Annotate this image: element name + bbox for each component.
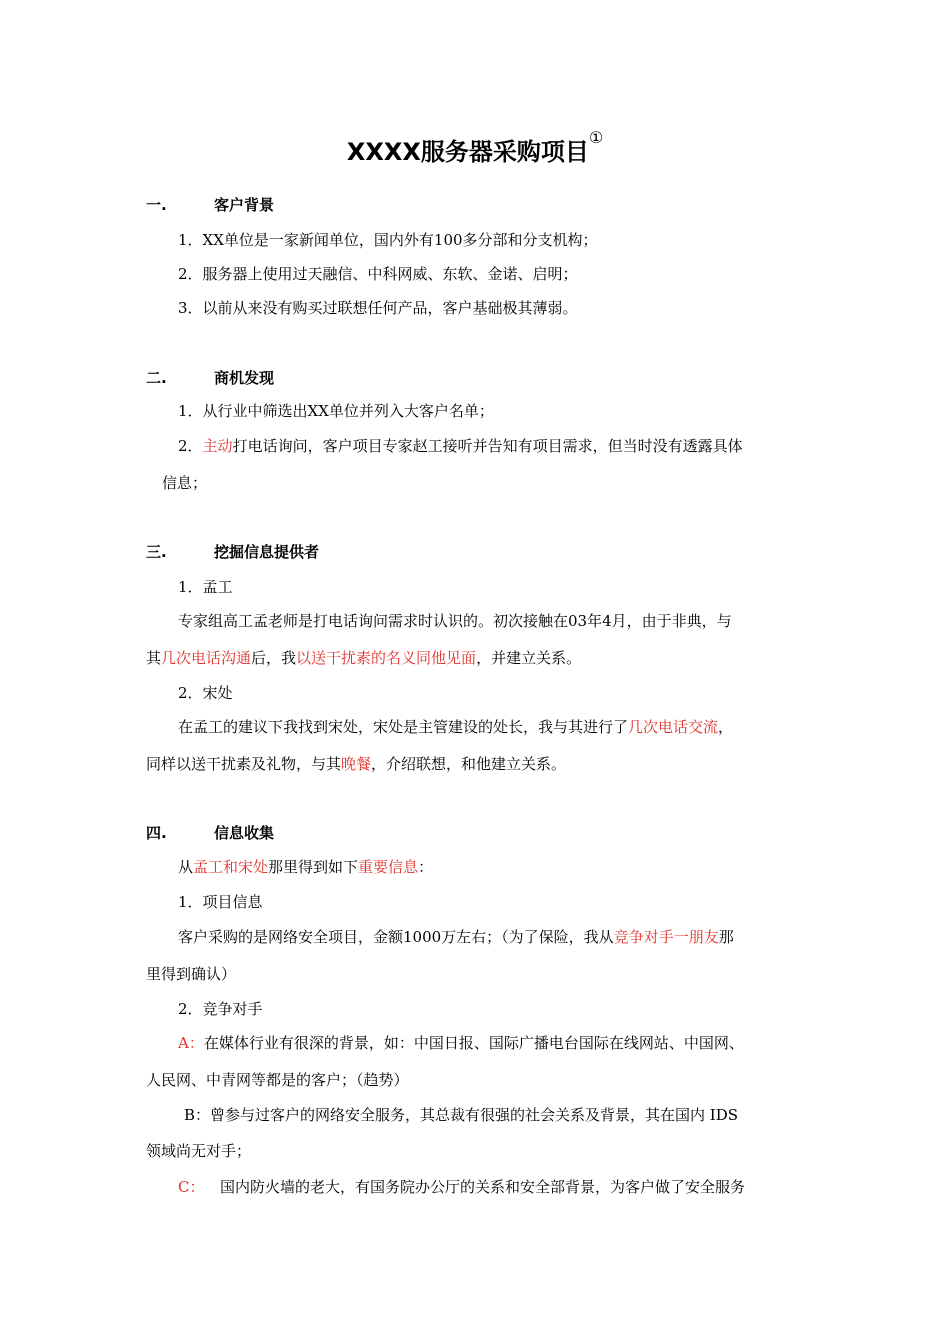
person-1-paragraph-line-1: 专家组高工孟老师是打电话询问需求时认识的。初次接触在03年4月，由于非典，与 bbox=[178, 612, 732, 630]
footnote-mark: ① bbox=[588, 128, 604, 147]
section-3-title: 挖掘信息提供者 bbox=[214, 543, 320, 561]
section-3-number: 三. bbox=[146, 543, 167, 561]
section-2-item-2-continued: 信息； bbox=[162, 474, 208, 492]
highlight-text: 主动 bbox=[202, 437, 233, 455]
competitor-a-label: A： bbox=[178, 1034, 204, 1052]
section-4-number: 四. bbox=[146, 824, 167, 842]
competitor-a-line-1 bbox=[178, 1033, 744, 1053]
section-2-title: 商机发现 bbox=[214, 369, 275, 387]
section-1-item-2: 2．服务器上使用过天融信、中科网威、东软、金诺、启明； bbox=[178, 265, 578, 283]
competitor-b-line-2: 领域尚无对手； bbox=[146, 1142, 252, 1160]
section-3-heading bbox=[146, 542, 319, 562]
text: 国内防火墙的老大，有国务院办公厅的关系和安全部背景，为客户做了安全服务 bbox=[220, 1178, 746, 1196]
text: ，并建立关系。 bbox=[476, 649, 582, 667]
highlight-text: 几次电话交流 bbox=[628, 718, 719, 736]
section-2-item-2 bbox=[178, 436, 743, 456]
section-2-item-1: 1．从行业中筛选出XX单位并列入大客户名单； bbox=[178, 402, 494, 420]
highlight-text: 孟工和宋处 bbox=[193, 858, 269, 876]
competitor-b-line-1: B：曾参与过客户的网络安全服务，其总裁有很强的社会关系及背景，其在国内 IDS bbox=[184, 1106, 739, 1124]
text: ， bbox=[718, 718, 734, 736]
section-4-title: 信息收集 bbox=[214, 824, 275, 842]
competitor-a-line-2: 人民网、中青网等都是的客户；（趋势） bbox=[146, 1071, 409, 1089]
section-4-heading bbox=[146, 823, 274, 843]
highlight-text: 竞争对手一朋友 bbox=[613, 928, 719, 946]
section-1-heading bbox=[146, 195, 274, 215]
section-2-heading bbox=[146, 368, 274, 388]
person-1-paragraph-line-2 bbox=[146, 648, 581, 668]
text: 那 bbox=[718, 928, 734, 946]
highlight-text: 晚餐 bbox=[341, 755, 372, 773]
title-text: XXXX服务器采购项目 bbox=[346, 138, 589, 166]
text: 同样以送干扰素及礼物，与其 bbox=[146, 755, 342, 773]
text: ，介绍联想，和他建立关系。 bbox=[371, 755, 567, 773]
person-2-paragraph-line-1 bbox=[178, 717, 733, 737]
person-2-label: 2．宋处 bbox=[178, 684, 233, 702]
info-1-label: 1．项目信息 bbox=[178, 893, 263, 911]
person-2-paragraph-line-2 bbox=[146, 754, 566, 774]
text: 在媒体行业有很深的背景，如：中国日报、国际广播电台国际在线网站、中国网、 bbox=[203, 1034, 744, 1052]
section-4-intro bbox=[178, 857, 433, 877]
section-2-number: 二. bbox=[146, 369, 167, 387]
item-text: 打电话询问，客户项目专家赵工接听并告知有项目需求，但当时没有透露具体 bbox=[232, 437, 743, 455]
section-1-item-1: 1．XX单位是一家新闻单位，国内外有100多分部和分支机构； bbox=[178, 231, 598, 249]
document-title bbox=[0, 128, 950, 167]
competitor-c-line-1 bbox=[178, 1177, 745, 1197]
text: 从 bbox=[178, 858, 194, 876]
highlight-text: 几次电话沟通 bbox=[161, 649, 252, 667]
info-1-paragraph-line-2: 里得到确认） bbox=[146, 965, 237, 983]
person-1-label: 1．孟工 bbox=[178, 578, 233, 596]
section-1-number: 一. bbox=[146, 196, 167, 214]
item-number: 2． bbox=[178, 437, 203, 455]
info-2-label: 2．竞争对手 bbox=[178, 1000, 263, 1018]
text: 在孟工的建议下我找到宋处，宋处是主管建设的处长，我与其进行了 bbox=[178, 718, 629, 736]
competitor-c-label: C： bbox=[178, 1178, 205, 1196]
text: 那里得到如下 bbox=[268, 858, 359, 876]
text: 客户采购的是网络安全项目，金额1000万左右；（为了保险，我从 bbox=[178, 928, 614, 946]
info-1-paragraph-line-1 bbox=[178, 927, 734, 947]
text: 后，我 bbox=[251, 649, 297, 667]
highlight-text: 重要信息 bbox=[358, 858, 419, 876]
text: 其 bbox=[146, 649, 162, 667]
section-1-item-3: 3．以前从来没有购买过联想任何产品，客户基础极其薄弱。 bbox=[178, 299, 578, 317]
highlight-text: 以送干扰素的名义同他见面 bbox=[296, 649, 477, 667]
text: ： bbox=[418, 858, 434, 876]
section-1-title: 客户背景 bbox=[214, 196, 275, 214]
